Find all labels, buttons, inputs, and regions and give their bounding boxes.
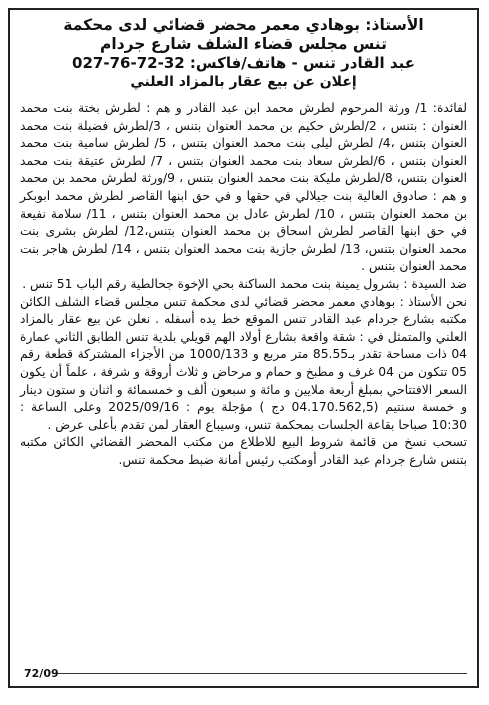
footer-divider <box>58 673 467 674</box>
legal-notice <box>8 8 479 688</box>
sale-details-paragraph: نحن الأستاذ : بوهادي معمر محضر قضائي لدى محكمة تنس مجلس قضاء الشلف الكائن مكتبه بشارع جردام عبد القادر تنس الموقع خط يده أسفله . نعلن عن بيع عقار بالمزاد العلني والمتمثل في : شقة واقعة بشارع أولاد الهم قويلي بلدية تنس الطابق الثاني عمارة 04 ذات مساحة تقدر بـ85.55 متر مربع و 1000/133 من الأجزاء المشتركة قطعة رقم 05 تتكون من 04 غرف و مطبخ و حمام و مرحاض و ثلاث أروقة و شرفة ، علماً أن يكون السعر الافتتاحي بمبلغ أربعة ملايين و مائة و سبعون ألف و خمسمائة و اثنان و ستون دينار و خمسة سنتيم (04.170.562,5 دج ) مؤجلة يوم : 2025/09/16 وعلى الساعة : 10:30 صباحا بقاعة الجلسات بمحكمة تنس، وسيباع العقار لمن تقدم بأعلى عرض . <box>20 294 468 432</box>
conditions-paragraph: تسحب نسخ من قائمة شروط البيع للاطلاع من مكتب المحضر القضائي الكائن مكتبه بتنس شارع جردام عبد القادر أومكتب رئيس أمانة ضبط محكمة تنس. <box>20 435 467 467</box>
notice-reference-code: 72/09 <box>24 667 59 680</box>
defendant-paragraph: ضد السيدة : بشرول يمينة بنت محمد الساكنة بحي الإخوة جحالطية رقم الباب 51 تنس . <box>22 276 467 291</box>
notice-header <box>10 10 477 96</box>
notice-title: إعلان عن بيع عقار بالمزاد العلني <box>130 74 357 90</box>
notice-body <box>10 96 477 469</box>
contact-phone-line: عبد القادر تنس - هاتف/فاكس: 32-72-76-027 <box>72 54 415 72</box>
bailiff-name-line: الأستاذ: بوهادي معمر محضر قضائي لدى محكمة <box>63 16 424 34</box>
beneficiaries-paragraph: لفائدة: 1/ ورثة المرحوم لطرش محمد ابن عبد القادر و هم : لطرش بختة بنت محمد العنوان : بتنس ، 2/لطرش حكيم بن محمد العنوان بتنس ، 3/لطرش فضيلة بنت محمد العنوان بتنس ،4/ لطرش ليلى بنت محمد العنوان بتنس ، 5/ لطرش سامية بنت محمد العنوان بتنس ، 6/لطرش سعاد بنت محمد العنوان بتنس ، 7/ لطرش عتيقة بنت محمد العنوان بتنس، 8/لطرش مليكة بنت محمد العنوان بتنس ، 9/ورثة لطرش محمد بن محمد و هم : صادوق العالية بنت جيلالي في حقها و في حق ابنها القاصر لطرش محمد ابوبكر بن محمد العنوان بتنس ، 10/ لطرش عادل بن محمد العنوان بتنس ، 11/ سلامة نفيعة في حق ابنها القاصر لطرش اسحاق بن محمد العنوان بتنس،12/ لطرش بشرى بنت محمد العنوان بتنس، 13/ لطرش جازية بنت محمد العنوان بتنس ، 14/ لطرش هاجر بنت محمد العنوان بتنس . <box>20 101 468 274</box>
court-address-line: تنس مجلس قضاء الشلف شارع جردام <box>100 35 387 53</box>
